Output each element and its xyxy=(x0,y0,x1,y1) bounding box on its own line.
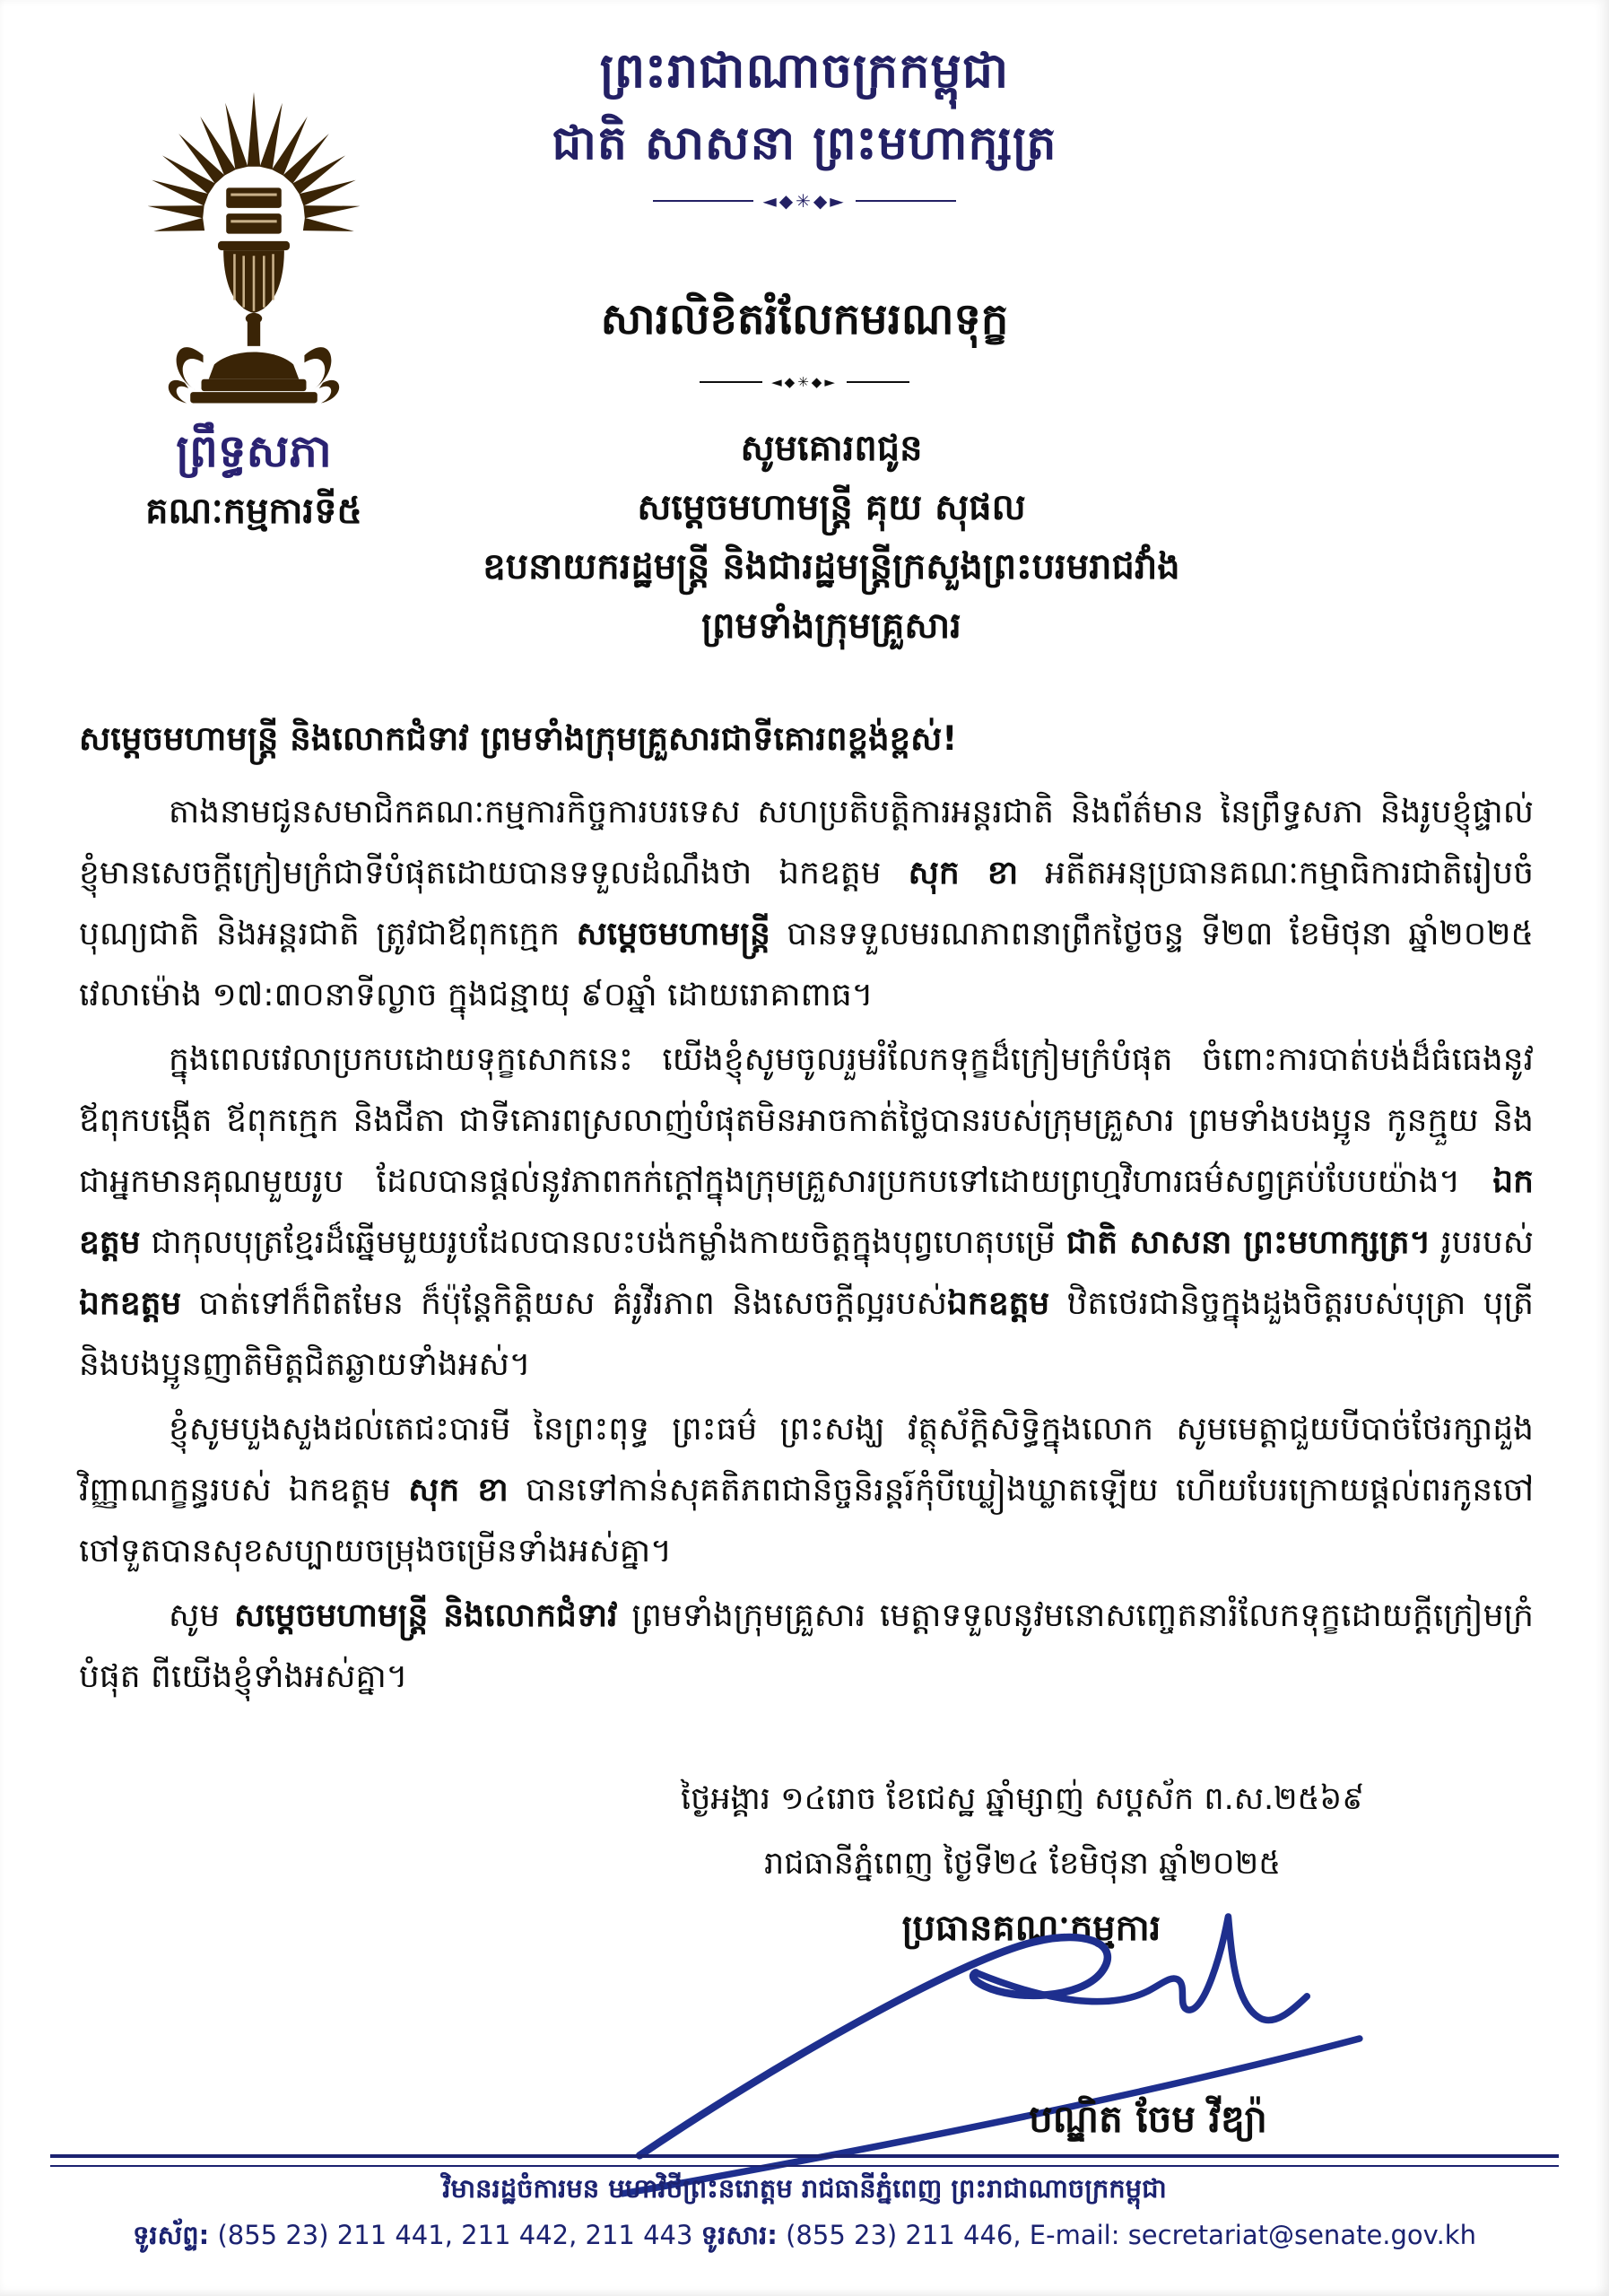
body-text-bold: សុក ខា xyxy=(908,855,1019,891)
addressee-name: សម្តេចមហាមន្ត្រី គុយ សុផល xyxy=(637,487,1026,528)
phone-numbers: (855 23) 211 441, 211 442, 211 443 xyxy=(217,2219,693,2250)
letter-body xyxy=(79,782,1534,1711)
body-text: សូម xyxy=(169,1597,234,1634)
body-text: បានទទួលមរណភាពនាព្រឹកថ្ងៃចន្ទ ទី២៣ ខែមិថុនា ឆ្នាំ២០២៥ វេលាម៉ោង ១៧:៣០នាទីល្ងាច ក្នុងជន្មាយុ ៩០ឆ្នាំ ដោយរោគាពាធ។ xyxy=(79,916,1535,1013)
ornament-line-left xyxy=(653,200,753,202)
title-block xyxy=(0,296,1609,390)
body-text: រូបរបស់ xyxy=(1431,1224,1535,1261)
body-text-bold: ជាតិ សាសនា ព្រះមហាក្សត្រ។ xyxy=(1065,1224,1431,1261)
salute-heading: សូមគោរពជូន xyxy=(740,428,923,469)
fax-label: ទូរសារ: xyxy=(700,2219,778,2250)
kingdom-title: ព្រះរាជាណាចក្រកម្ពុជា xyxy=(599,42,1010,99)
ornament-line-left xyxy=(700,381,762,383)
senate-label: ព្រឹទ្ធសភា xyxy=(176,425,332,477)
body-text-bold: ឯកឧត្តម xyxy=(947,1285,1050,1322)
body-paragraph xyxy=(79,1586,1534,1708)
body-text: ខ្ញុំសូមបួងសួងដល់តេជះបារមី នៃព្រះពុទ្ធ ព្រះធម៌ ព្រះសង្ឃ វត្ថុស័ក្តិសិទ្ធិក្នុងលោក សូមមេត្តាជួយបីបាច់ថែរក្សាដួងវិញ្ញាណក្ខន្ធរបស់ ឯកឧត្តម xyxy=(79,1411,1534,1509)
body-text: បានទៅកាន់សុគតិភពជានិច្ចនិរន្តរ៍កុំបីឃ្លៀងឃ្លាតឡើយ ហើយបែរក្រោយផ្តល់ពរកូនចៅ ចៅទួតបានសុខសប្បាយចម្រុងចម្រើនទាំងអស់គ្នា។ xyxy=(79,1472,1534,1570)
body-paragraph xyxy=(79,1399,1534,1582)
body-text: អតីតអនុប្រធានគណៈកម្មាធិការជាតិរៀបចំបុណ្យជាតិ និងអន្តរជាតិ ត្រូវជាឪពុកក្មេក xyxy=(79,855,1534,952)
signer-title: ប្រធានគណៈកម្មការ xyxy=(901,1908,1161,1949)
footer-address: វិមានរដ្ឋចំការមន មហាវិថីព្រះនរោត្តម រាជធានីភ្នំពេញ ព្រះរាជាណាចក្រកម្ពុជា xyxy=(442,2173,1167,2204)
issue-date-line: រាជធានីភ្នំពេញ ថ្ងៃទី២៤ ខែមិថុនា ឆ្នាំ២០២៥ xyxy=(764,1846,1281,1882)
body-text-bold: សម្តេចមហាមន្ត្រី xyxy=(576,916,770,952)
body-text-bold: ឯកឧត្តម xyxy=(79,1285,182,1322)
ornament-glyphs: ◄◆✳◆► xyxy=(771,373,838,390)
body-text: តាងនាមជូនសមាជិកគណៈកម្មការកិច្ចការបរទេស សហប្រតិបត្តិការអន្តរជាតិ និងព័ត៌មាន នៃព្រឹទ្ធសភា និងរូបខ្ញុំផ្ទាល់ ខ្ញុំមានសេចក្តីក្រៀមក្រំជាទីបំផុតដោយបានទទួលដំណឹងថា ឯកឧត្តម xyxy=(79,794,1534,891)
body-text: ក្នុងពេលវេលាប្រកបដោយទុក្ខសោកនេះ យើងខ្ញុំសូមចូលរួមរំលែកទុក្ខដ៏ក្រៀមក្រំបំផុត ចំពោះការបាត់បង់ដ៏ធំធេងនូវឪពុកបង្កើត ឪពុកក្មេក និងជីតា ជាទីគោរពស្រលាញ់បំផុតមិនអាចកាត់ថ្លៃបានរបស់ក្រុមគ្រួសារ ព្រមទាំងបងប្អូន កូនក្មួយ និងជាអ្នកមានគុណមួយរូប ដែលបានផ្តល់នូវភាពកក់ក្តៅក្នុងក្រុមគ្រួសារប្រកបទៅដោយព្រហ្មវិហារធម៌សព្វគ្រប់បែបយ៉ាង។ xyxy=(79,1041,1534,1200)
body-text: បាត់ទៅក៏ពិតមែន ក៏ប៉ុន្តែកិត្តិយស គំរូវីរភាព និងសេចក្តីល្អរបស់ xyxy=(181,1285,948,1322)
body-text: ជាកុលបុត្រខ្មែរដ៏ឆ្នើមមួយរូបដែលបានលះបង់កម្លាំងកាយចិត្តក្នុងបុព្វហេតុបម្រើ xyxy=(140,1224,1066,1261)
phone-label: ទូរស័ព្ទ: xyxy=(133,2219,210,2250)
ornament-glyphs: ◄◆✳◆► xyxy=(762,190,847,212)
title-ornament-divider xyxy=(0,374,1609,390)
signer-name: បណ្ឌិត ចែម វីឌ្យ៉ា xyxy=(1029,2097,1267,2141)
fax-info: (855 23) 211 446, E-mail: secretariat@senate.gov.kh xyxy=(786,2219,1476,2250)
addressee-title: ឧបនាយករដ្ឋមន្ត្រី និងជារដ្ឋមន្ត្រីក្រសួងព្រះបរមរាជវាំង xyxy=(483,546,1180,587)
body-text-bold: សុក ខា xyxy=(408,1472,509,1509)
body-text-bold: ឯកឧត្តម xyxy=(79,1163,1534,1261)
body-paragraph xyxy=(79,782,1534,1026)
footer-contact xyxy=(0,2219,1609,2253)
national-motto: ជាតិ សាសនា ព្រះមហាក្សត្រ xyxy=(552,117,1057,170)
commission-label: គណៈកម្មការទី៥ xyxy=(145,491,362,532)
ornament-line-right xyxy=(847,381,909,383)
body-text: ឋិតថេរជានិច្ចក្នុងដួងចិត្តរបស់បុត្រា បុត្រី និងបងប្អូនញាតិមិត្តជិតឆ្ងាយទាំងអស់។ xyxy=(79,1285,1535,1383)
ornament-line-right xyxy=(856,200,956,202)
body-text-bold: សម្តេចមហាមន្ត្រី និងលោកជំទាវ xyxy=(233,1597,618,1634)
addressee-family: ព្រមទាំងក្រុមគ្រួសារ xyxy=(701,605,961,647)
body-text: ព្រមទាំងក្រុមគ្រួសារ មេត្តាទទួលនូវមនោសញ្ចេតនារំលែកទុក្ខដោយក្តីក្រៀមក្រំបំផុត ពីយើងខ្ញុំទាំងអស់គ្នា។ xyxy=(79,1597,1534,1695)
addressee-block xyxy=(269,428,1394,647)
lunar-date-line: ថ្ងៃអង្គារ ១៤រោច ខែជេស្ឋ ឆ្នាំម្សាញ់ សប្តស័ក ព.ស.២៥៦៩ xyxy=(681,1781,1364,1817)
body-paragraph xyxy=(79,1030,1534,1396)
salutation-line: សម្តេចមហាមន្ត្រី និងលោកជំទាវ ព្រមទាំងក្រុមគ្រួសារជាទីគោរពខ្ពង់ខ្ពស់! xyxy=(79,719,958,758)
footer-divider-rule xyxy=(50,2154,1559,2167)
footer xyxy=(0,2172,1609,2252)
letter-title: សារលិខិតរំលែកមរណទុក្ខ xyxy=(600,294,1009,344)
